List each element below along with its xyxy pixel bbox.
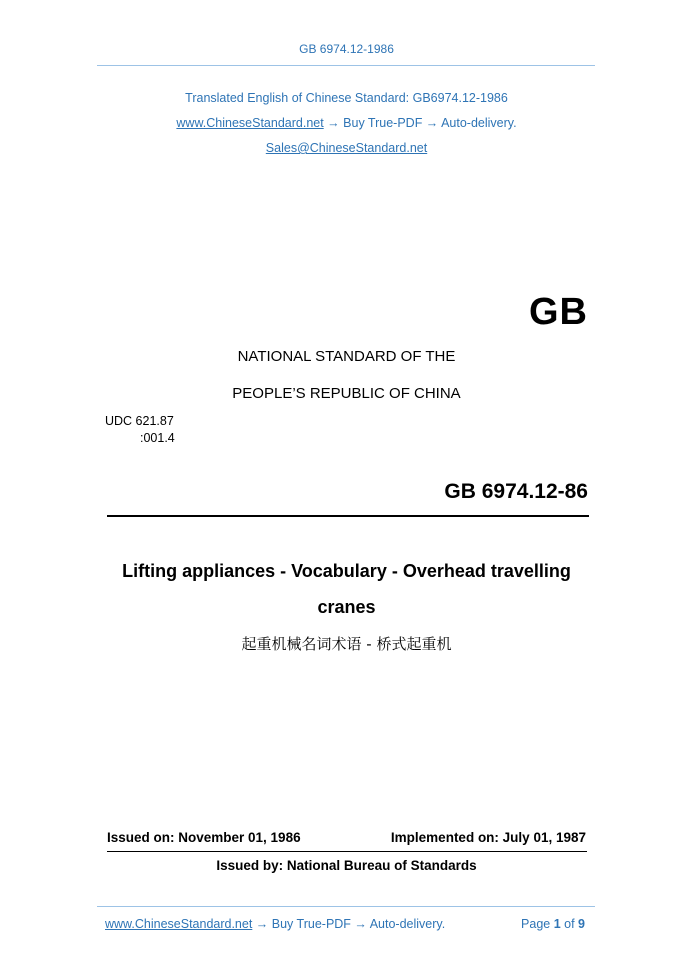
implemented-on-date: Implemented on: July 01, 1987: [390, 830, 586, 845]
purchase-line: [0, 116, 693, 130]
gb-logo: GB: [529, 291, 588, 333]
buy-text: → Buy True-PDF → Auto-delivery.: [323, 116, 517, 130]
document-title-chinese: 起重机械名词术语 - 桥式起重机: [241, 635, 452, 653]
page-indicator: Page 1 of 9: [521, 917, 585, 931]
footer-divider: [97, 906, 595, 907]
header-divider: [97, 65, 595, 66]
footer-purchase-line: [105, 917, 445, 931]
title-divider: [107, 515, 589, 517]
header-standard-code: GB 6974.12-1986: [299, 42, 394, 56]
sales-email-link[interactable]: Sales@ChineseStandard.net: [265, 141, 428, 155]
site-link[interactable]: www.ChineseStandard.net: [176, 116, 324, 130]
translation-notice: Translated English of Chinese Standard: GB6974.12-1986: [185, 91, 508, 105]
issue-divider: [107, 851, 587, 852]
udc-code: UDC 621.87: [105, 414, 174, 428]
issued-on-date: Issued on: November 01, 1986: [107, 830, 301, 845]
document-title-line2: cranes: [317, 597, 376, 617]
national-standard-line2: PEOPLE’S REPUBLIC OF CHINA: [232, 385, 461, 402]
document-title-line1: Lifting appliances - Vocabulary - Overhead travelling: [122, 561, 571, 581]
footer-site-link[interactable]: www.ChineseStandard.net: [105, 917, 253, 931]
page-current: 1: [553, 917, 561, 931]
issued-by: Issued by: National Bureau of Standards: [216, 858, 477, 873]
footer-buy-text: → Buy True-PDF → Auto-delivery.: [252, 917, 446, 931]
standard-number: GB 6974.12-86: [444, 480, 588, 503]
email-line: [0, 141, 693, 155]
udc-code-suffix: :001.4: [140, 431, 175, 445]
page-total: 9: [578, 917, 585, 931]
national-standard-line1: NATIONAL STANDARD OF THE: [237, 348, 456, 365]
